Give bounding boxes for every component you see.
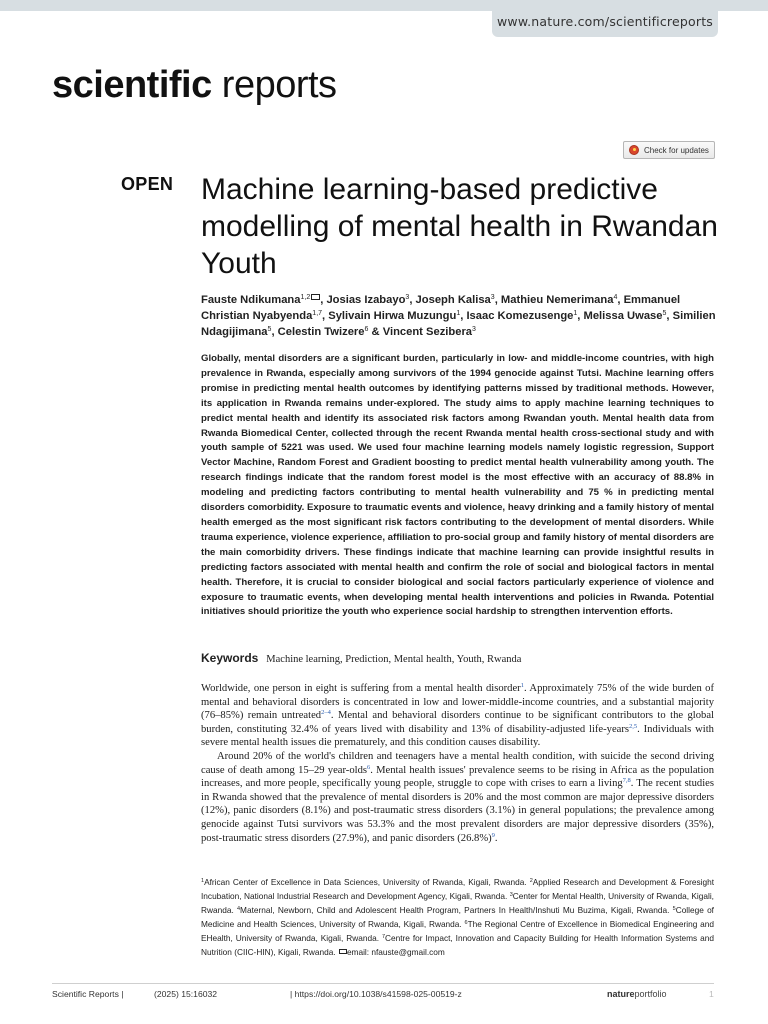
author-name[interactable]: Mathieu Nemerimana bbox=[500, 294, 614, 306]
author-affiliation-marker: 5 bbox=[267, 326, 272, 333]
author-list: Fauste Ndikumana$^{1,2}$ , Josias Izabayo$^3$, Joseph Kalisa$^3$, Mathieu Nemerimana$^4$, Emmanuel Christian Nyabyenda$^{1,7}$, Sylivain Hirwa Muzungu$^1$, Isaac Komezusenge$^1$, Melissa Uwase$^5$, Similien Ndagijimana$^5$, Celestin Twizere$^6$ & Vincent Sezibera$^3$ bbox=[201, 294, 716, 338]
affiliation-number: 5 bbox=[672, 905, 676, 912]
author-affiliation-marker: 6 bbox=[364, 326, 369, 333]
author-affiliation-marker: 1 bbox=[456, 310, 461, 317]
author-name[interactable]: Fauste Ndikumana bbox=[201, 294, 301, 306]
affiliation-number: 1 bbox=[201, 878, 205, 884]
keywords-label: Keywords bbox=[201, 651, 259, 665]
author-name[interactable]: Similien Ndagijimana bbox=[201, 310, 716, 338]
affiliations: $^1$African Center of Excellence in Data Sciences, University of Rwanda, Kigali, Rwanda. $^2$Applied Research and Development & Foresight Incubation, National Industrial Research and Development Agency, Kigali, Rwanda. $^3$Center for Mental Health, University of Rwanda, Kigali, Rwanda. $^4$Maternal, Newborn, Child and Adolescent Health Program, Partners In Health/Inshuti Mu Buzima, Kigali, Rwanda. $^5$College of Medicine and Health Sciences, University of Rwanda, Kigali, Rwanda. $^6$The Regional Centre of Excellence in Biomedical Engineering and EHealth, University of Rwanda, Kigali, Rwanda. $^7$Centre for Impact, Innovation and Capacity Building for Health Information Systems and Nutrition (CIIC-HIN), Kigali, Rwanda. email: nfauste@gmail.com bbox=[201, 877, 714, 957]
abstract: Globally, mental disorders are a significant burden, particularly in low- and middle-income countries, with high prevalence in Rwanda, especially among survivors of the 1994 genocide against Tutsi. Machine learning offers promise in predicting mental health outcomes by identifying patterns missed by traditional methods. However, its application in Rwanda remains under-explored. The study aims to apply machine learning techniques to predict mental health and identify its associated risk factors among Rwandan youth. Mental health data from Rwanda Biomedical Center, collected through the recent Rwanda mental health cross-sectional study and with youth sample of 5221 was used. We used four machine learning models namely logistic regression, Support Vector Machine, Random Forest and Gradient boosting to predict mental health vulnerability among youth. The research findings indicate that the random forest model is the most effective with an accuracy of 88.8% in modeling and predicting factors contributing to mental health vulnerability and 75 % in predicting mental disorders comorbidity. Exposure to traumatic events and violence, heavy drinking and a family history of mental health emerged as the most significant risk factors contributing to the development of mental disorders. While trauma experience, violence experience, affiliation to pro-social group and family history of mental disorders are the main comorbidity drivers. These findings indicate that machine learning can provide insightful results in predicting factors associated with mental health and confirm the role of social and biological factors in mental health. Therefore, it is crucial to consider biological and social factors particularly experience of violence and exposure to traumatic events, when developing mental health interventions and policies in Rwanda. Potential initiatives should prioritize the youth who experience social hardship to strengthen intervention efforts. bbox=[201, 353, 714, 618]
citation-link[interactable]: 1 bbox=[520, 682, 524, 689]
affiliation-number: 2 bbox=[529, 878, 533, 884]
keywords bbox=[201, 651, 721, 665]
open-access-label: OPEN bbox=[121, 174, 174, 194]
check-for-updates-button[interactable] bbox=[623, 141, 715, 159]
body-paragraph-1: Worldwide, one person in eight is suffering from a mental health disorder$^1$. Approximately 75% of the wide burden of mental and behavioral disorders is concentrated in low and lower-middle-income countries, and a substantial majority (76–85%) remain untreated$^{2-4}$. Mental and behavioral disorders continue to be significant contributors to the global burden, constituting 32.4% of years lived with disability and 13% of disability-adjusted life-years$^{2,5}$. Individuals with severe mental health issues die prematurely, and this condition causes disability. bbox=[201, 682, 714, 749]
affiliation-number: 6 bbox=[464, 919, 468, 926]
citation-link[interactable]: 9 bbox=[491, 831, 495, 839]
author-name[interactable]: Joseph Kalisa bbox=[415, 294, 491, 306]
body-paragraph-2: Around 20% of the world's children and teenagers have a mental health condition, with suicide the second driving cause of death among 15–29 year-olds$^6$. Mental health issues' prevalence seems to be rising in Africa as the population increases, and more people, specifically young people, struggle to cope with crises to earn a living$^{7,8}$. The recent studies in Rwanda showed that the prevalence of mental disorders is 20% and the most common are major depressive disorders (12%), panic disorders (8.1%) and post-traumatic stress disorders (3.1%) in general populations; the prevalence among genocide against Tutsi survivors was 53.3% and the most prevalent disorders are major depressive disorders (35%), post-traumatic stress disorders (27.9%), and panic disorders $(26.8\%)^9$. bbox=[201, 750, 714, 844]
check-for-updates-label: Check for updates bbox=[644, 146, 709, 155]
article-title: Machine learning-based predictive modelling of mental health in Rwandan Youth bbox=[201, 173, 718, 280]
author-affiliation-marker: 3 bbox=[472, 326, 476, 333]
publisher-portfolio: portfolio bbox=[634, 989, 667, 999]
citation-link[interactable]: 2–4 bbox=[321, 709, 331, 717]
citation-link[interactable]: 2,5 bbox=[629, 722, 638, 730]
affiliation-number: 3 bbox=[509, 891, 513, 898]
author-name[interactable]: Celestin Twizere bbox=[277, 326, 365, 338]
affiliation-number: 4 bbox=[236, 905, 241, 912]
author-affiliation-marker: 5 bbox=[662, 310, 667, 317]
affiliation-number: 7 bbox=[381, 933, 386, 940]
corresponding-email-icon[interactable] bbox=[311, 294, 320, 300]
crossmark-icon bbox=[629, 145, 639, 155]
author-name[interactable]: Vincent Sezibera bbox=[382, 326, 473, 338]
author-name[interactable]: Josias Izabayo bbox=[326, 294, 406, 306]
publisher-nature: nature bbox=[607, 989, 635, 999]
citation-link[interactable]: 7,8 bbox=[622, 777, 631, 785]
logo-reports: reports bbox=[211, 64, 337, 106]
author-affiliation-marker: 3 bbox=[405, 294, 410, 301]
footer-divider bbox=[52, 983, 714, 984]
introduction-text bbox=[201, 682, 714, 845]
publisher-logo bbox=[607, 989, 667, 999]
email-icon bbox=[339, 949, 347, 954]
journal-url[interactable]: www.nature.com/scientificreports bbox=[492, 11, 718, 37]
page-number: 1 bbox=[709, 989, 714, 999]
journal-logo[interactable] bbox=[52, 62, 337, 108]
author-affiliation-marker: 4 bbox=[613, 294, 618, 301]
keywords-list: Machine learning, Prediction, Mental health, Youth, Rwanda bbox=[266, 654, 522, 665]
author-name[interactable]: Sylivain Hirwa Muzungu bbox=[328, 310, 457, 322]
footer-doi-link[interactable]: | https://doi.org/10.1038/s41598-025-00519-z bbox=[290, 989, 462, 999]
top-banner bbox=[0, 0, 768, 11]
author-affiliation-marker: 1 bbox=[573, 310, 578, 317]
author-name[interactable]: Melissa Uwase bbox=[583, 310, 663, 322]
author-affiliation-marker: 1,2 bbox=[300, 294, 311, 301]
citation-link[interactable]: 6 bbox=[367, 763, 371, 771]
author-name[interactable]: Isaac Komezusenge bbox=[466, 310, 574, 322]
logo-scientific: scientific bbox=[52, 64, 212, 106]
author-affiliation-marker: 3 bbox=[490, 294, 495, 301]
author-affiliation-marker: 1,7 bbox=[312, 310, 323, 317]
footer-journal: Scientific Reports | bbox=[52, 989, 124, 999]
footer-volume: (2025) 15:16032 bbox=[154, 989, 218, 999]
author-name[interactable]: Emmanuel Christian Nyabyenda bbox=[201, 294, 681, 322]
